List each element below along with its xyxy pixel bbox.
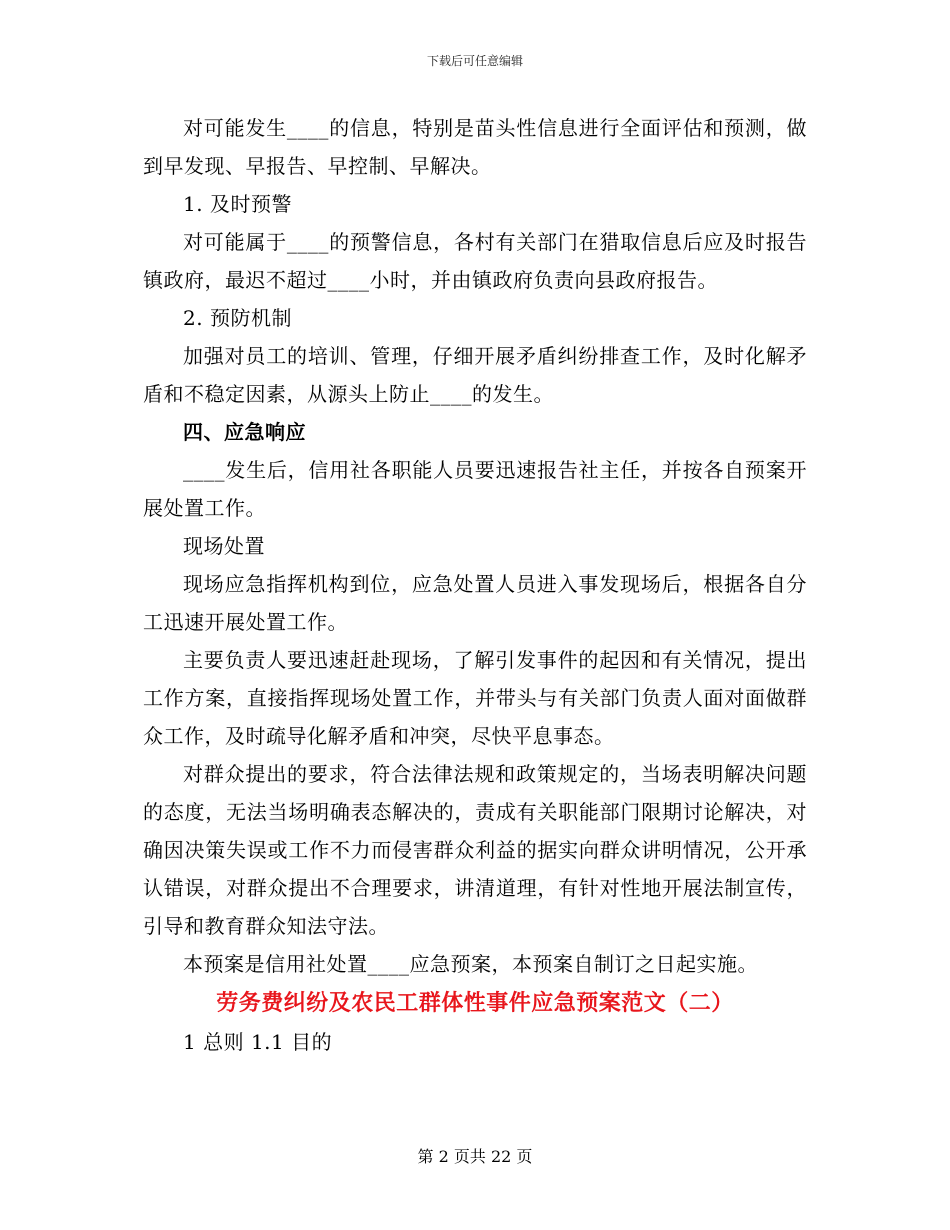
page-footer: 第 2 页共 22 页	[417, 1147, 533, 1166]
paragraph-after-occurrence: ____发生后，信用社各职能人员要迅速报告社主任，并按各自预案开展处置工作。	[143, 458, 807, 520]
subheading-onsite-handling: 现场处置	[183, 534, 265, 558]
paragraph-leader-duties: 主要负责人要迅速赶赴现场，了解引发事件的起因和有关情况，提出工作方案，直接指挥现场处置工作，并带头与有关部门负责人面对面做群众工作，及时疏导化解矛盾和冲突，尽快平息事态。	[143, 648, 807, 748]
document-body	[143, 109, 807, 1061]
paragraph-onsite-command: 现场应急指挥机构到位，应急处置人员进入事发现场后，根据各自分工迅速开展处置工作。	[143, 572, 807, 634]
subheading-prevention-mechanism: 2. 预防机制	[183, 306, 292, 330]
paragraph-prevention: 加强对员工的培训、管理，仔细开展矛盾纠纷排查工作，及时化解矛盾和不稳定因素，从源头上防止____的发生。	[143, 344, 807, 406]
paragraph-warning-info: 对可能属于____的预警信息，各村有关部门在猎取信息后应及时报告镇政府，最迟不超过____小时，并由镇政府负责向县政府报告。	[143, 230, 807, 292]
page-header: 下载后可任意编辑	[426, 54, 523, 68]
paragraph-general-purpose: 1 总则 1.1 目的	[183, 1030, 333, 1054]
document-title: 劳务费纠纷及农民工群体性事件应急预案范文（二）	[216, 990, 734, 1016]
section-heading-emergency-response: 四、应急响应	[183, 420, 306, 444]
subheading-timely-warning: 1. 及时预警	[183, 192, 292, 216]
paragraph-assessment: 对可能发生____的信息，特别是苗头性信息进行全面评估和预测，做到早发现、早报告、早控制、早解决。	[143, 116, 807, 178]
paragraph-mass-demands: 对群众提出的要求，符合法律法规和政策规定的，当场表明解决问题的态度，无法当场明确表态解决的，责成有关职能部门限期讨论解决，对确因决策失误或工作不力而侵害群众利益的据实向群众讲明情况，公开承认错误，对群众提出不合理要求，讲清道理，有针对性地开展法制宣传，引导和教育群众知法守法。	[143, 762, 807, 938]
paragraph-plan-effective: 本预案是信用社处置____应急预案，本预案自制订之日起实施。	[183, 952, 758, 976]
